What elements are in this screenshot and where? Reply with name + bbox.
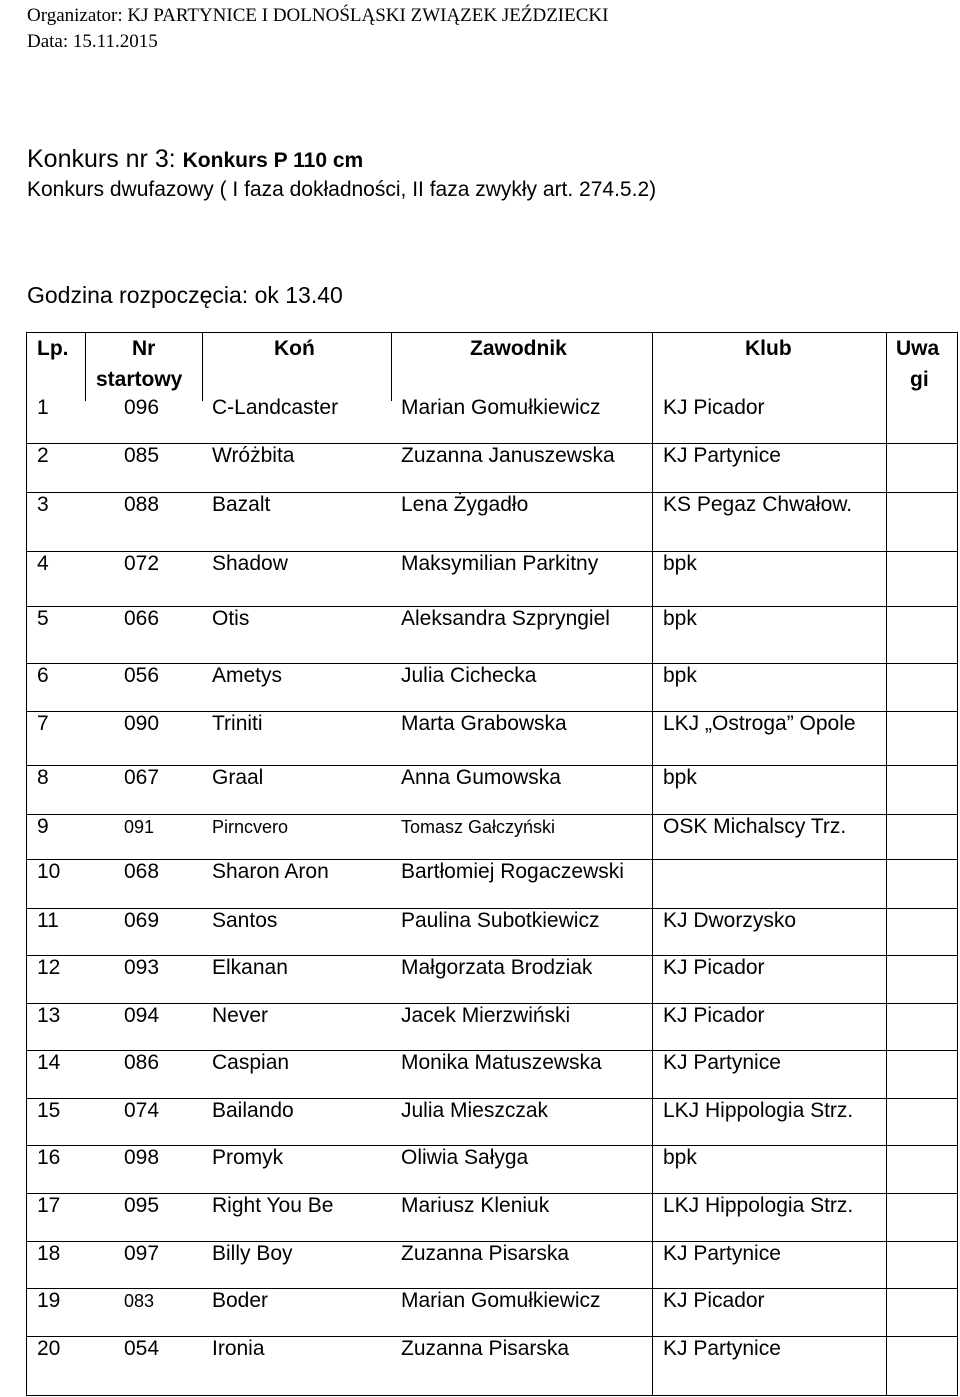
cell-club: KJ Picador	[663, 1289, 765, 1312]
cell-club: KJ Partynice	[663, 1242, 781, 1265]
competition-title-prefix: Konkurs nr 3:	[27, 145, 183, 173]
column-header-horse: Koń	[274, 337, 315, 360]
column-header-notes-line2: gi	[910, 368, 929, 391]
cell-nr: 093	[124, 956, 160, 979]
cell-rider: Małgorzata Brodziak	[401, 956, 593, 979]
cell-rider: Monika Matuszewska	[401, 1051, 602, 1074]
cell-club: KJ Picador	[663, 396, 765, 419]
cell-lp: 19	[37, 1289, 61, 1312]
cell-club: LKJ Hippologia Strz.	[663, 1194, 854, 1217]
cell-horse: C-Landcaster	[212, 396, 339, 419]
cell-nr: 094	[124, 1004, 160, 1027]
column-header-rider: Zawodnik	[470, 337, 567, 360]
cell-nr: 088	[124, 493, 160, 516]
cell-rider: Anna Gumowska	[401, 766, 561, 789]
cell-rider: Lena Żygadło	[401, 493, 529, 516]
cell-horse: Elkanan	[212, 956, 288, 979]
column-header-notes: Uwa	[896, 337, 940, 360]
cell-nr: 072	[124, 552, 160, 575]
cell-club: LKJ Hippologia Strz.	[663, 1099, 854, 1122]
cell-lp: 14	[37, 1051, 61, 1074]
cell-lp: 1	[37, 396, 49, 419]
cell-nr: 068	[124, 860, 160, 883]
organizer-line: Organizator: KJ PARTYNICE I DOLNOŚLĄSKI ZWIĄZEK JEŹDZIECKI	[27, 5, 609, 26]
cell-horse: Right You Be	[212, 1194, 334, 1217]
cell-nr: 066	[124, 607, 160, 630]
cell-rider: Maksymilian Parkitny	[401, 552, 599, 575]
cell-nr: 083	[124, 1291, 155, 1311]
cell-club: KJ Partynice	[663, 1051, 781, 1074]
cell-horse: Otis	[212, 607, 250, 630]
cell-lp: 16	[37, 1146, 61, 1169]
cell-lp: 13	[37, 1004, 61, 1027]
cell-nr: 085	[124, 444, 160, 467]
cell-lp: 9	[37, 815, 49, 838]
cell-horse: Caspian	[212, 1051, 290, 1074]
cell-lp: 18	[37, 1242, 61, 1265]
column-header-lp: Lp.	[37, 337, 69, 360]
cell-nr: 054	[124, 1337, 160, 1360]
column-divider	[202, 332, 203, 401]
column-header-club: Klub	[745, 337, 792, 360]
cell-horse: Ametys	[212, 664, 283, 687]
cell-rider: Mariusz Kleniuk	[401, 1194, 550, 1217]
cell-horse: Promyk	[212, 1146, 284, 1169]
column-divider	[391, 332, 392, 401]
column-divider	[85, 332, 86, 401]
cell-horse: Sharon Aron	[212, 860, 329, 883]
cell-horse: Wróżbita	[212, 444, 295, 467]
cell-rider: Marian Gomułkiewicz	[401, 1289, 601, 1312]
cell-rider: Tomasz Gałczyński	[401, 817, 556, 837]
cell-rider: Marian Gomułkiewicz	[401, 396, 601, 419]
cell-rider: Bartłomiej Rogaczewski	[401, 860, 624, 883]
cell-lp: 5	[37, 607, 49, 630]
column-header-nr-line2: startowy	[96, 368, 183, 391]
cell-lp: 2	[37, 444, 49, 467]
date-line: Data: 15.11.2015	[27, 31, 158, 52]
cell-lp: 17	[37, 1194, 61, 1217]
cell-lp: 3	[37, 493, 49, 516]
cell-rider: Paulina Subotkiewicz	[401, 909, 600, 932]
competition-description: Konkurs dwufazowy ( I faza dokładności, II faza zwykły art. 274.5.2)	[27, 178, 657, 201]
cell-nr: 090	[124, 712, 160, 735]
cell-rider: Julia Cichecka	[401, 664, 537, 687]
row-divider	[26, 1395, 958, 1396]
cell-rider: Marta Grabowska	[401, 712, 567, 735]
start-list-table	[26, 332, 958, 1396]
cell-rider: Zuzanna Pisarska	[401, 1242, 570, 1265]
cell-nr: 096	[124, 396, 160, 419]
cell-rider: Julia Mieszczak	[401, 1099, 549, 1122]
cell-lp: 11	[37, 909, 59, 932]
cell-club: KJ Picador	[663, 956, 765, 979]
cell-horse: Triniti	[212, 712, 263, 735]
cell-club: KJ Partynice	[663, 444, 781, 467]
cell-rider: Aleksandra Szpryngiel	[401, 607, 610, 630]
cell-nr: 056	[124, 664, 160, 687]
cell-club: bpk	[663, 766, 697, 789]
column-header-nr: Nr	[132, 337, 156, 360]
cell-horse: Never	[212, 1004, 269, 1027]
cell-lp: 15	[37, 1099, 61, 1122]
cell-club: KS Pegaz Chwałow.	[663, 493, 853, 516]
cell-club: LKJ „Ostroga” Opole	[663, 712, 856, 735]
cell-club: bpk	[663, 664, 697, 687]
cell-nr: 091	[124, 817, 155, 837]
start-time: Godzina rozpoczęcia: ok 13.40	[27, 282, 343, 308]
cell-nr: 098	[124, 1146, 160, 1169]
cell-lp: 8	[37, 766, 49, 789]
cell-lp: 4	[37, 552, 49, 575]
cell-horse: Shadow	[212, 552, 288, 575]
cell-horse: Bailando	[212, 1099, 294, 1122]
cell-club: KJ Dworzysko	[663, 909, 797, 932]
cell-club: OSK Michalscy Trz.	[663, 815, 847, 838]
cell-horse: Santos	[212, 909, 278, 932]
cell-nr: 086	[124, 1051, 160, 1074]
cell-lp: 7	[37, 712, 49, 735]
competition-title	[27, 144, 363, 176]
cell-club: KJ Picador	[663, 1004, 765, 1027]
cell-lp: 20	[37, 1337, 61, 1360]
cell-club: KJ Partynice	[663, 1337, 781, 1360]
cell-club: bpk	[663, 607, 697, 630]
table-border-top	[26, 332, 958, 333]
cell-club: bpk	[663, 552, 697, 575]
cell-lp: 12	[37, 956, 61, 979]
cell-nr: 074	[124, 1099, 160, 1122]
cell-rider: Zuzanna Januszewska	[401, 444, 615, 467]
cell-horse: Boder	[212, 1289, 269, 1312]
cell-rider: Jacek Mierzwiński	[401, 1004, 571, 1027]
cell-horse: Pirncvero	[212, 817, 289, 837]
cell-horse: Ironia	[212, 1337, 265, 1360]
cell-nr: 069	[124, 909, 160, 932]
cell-rider: Oliwia Sałyga	[401, 1146, 529, 1169]
competition-title-name: Konkurs P 110 cm	[182, 149, 364, 172]
cell-horse: Graal	[212, 766, 264, 789]
cell-horse: Bazalt	[212, 493, 271, 516]
cell-lp: 6	[37, 664, 49, 687]
cell-club: bpk	[663, 1146, 697, 1169]
cell-lp: 10	[37, 860, 61, 883]
cell-horse: Billy Boy	[212, 1242, 293, 1265]
cell-nr: 067	[124, 766, 160, 789]
cell-rider: Zuzanna Pisarska	[401, 1337, 570, 1360]
cell-nr: 097	[124, 1242, 160, 1265]
cell-nr: 095	[124, 1194, 160, 1217]
